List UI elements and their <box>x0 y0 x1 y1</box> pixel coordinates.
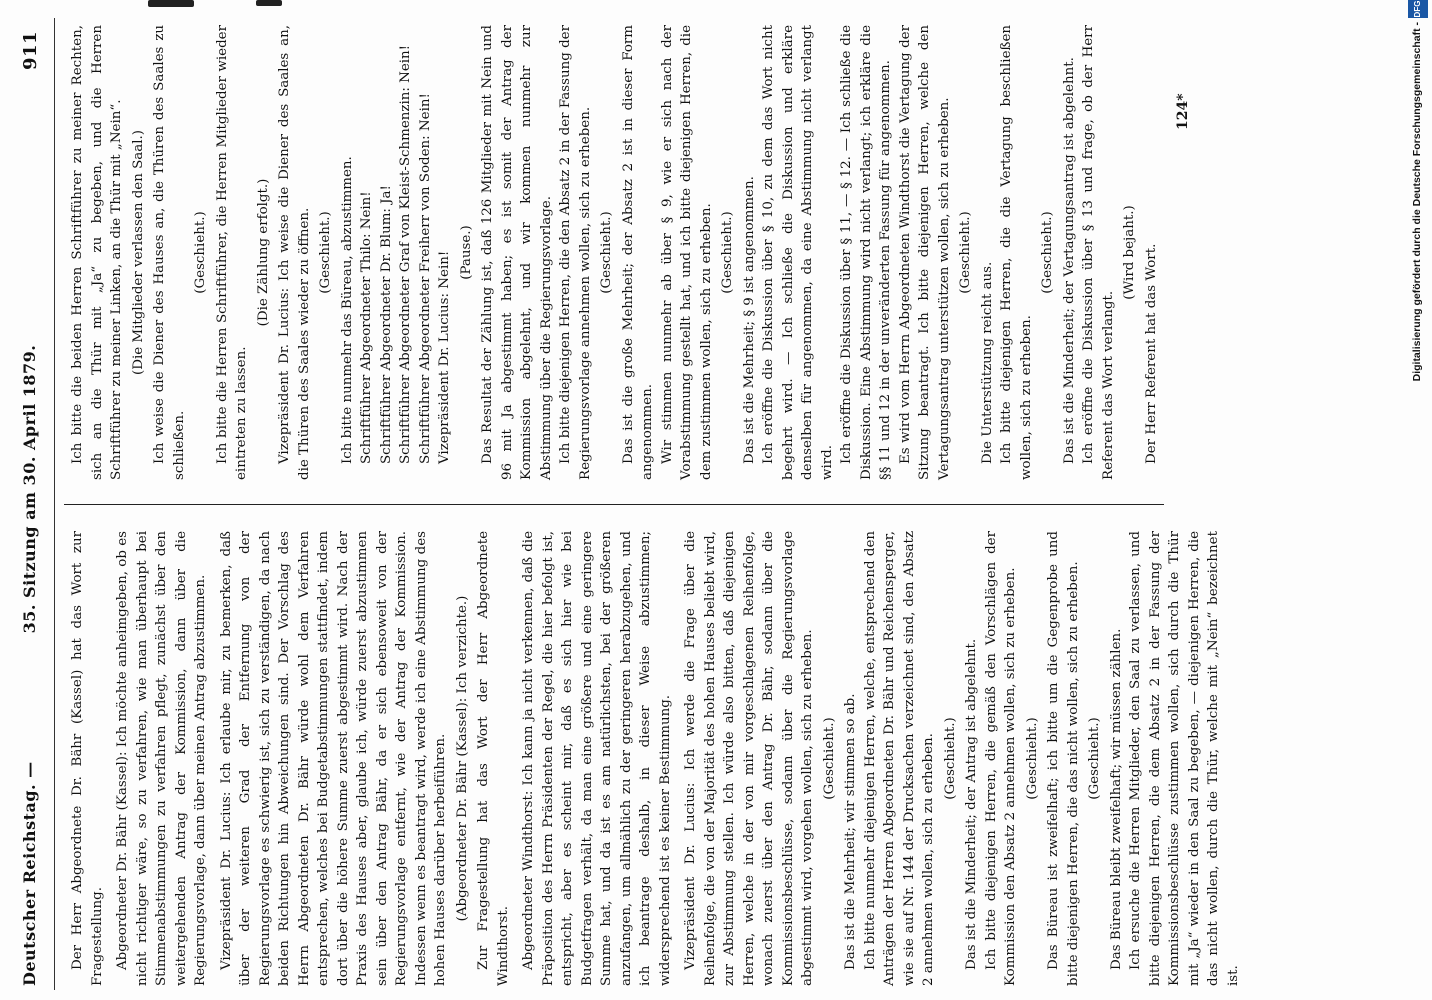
stage-direction: (Geschieht.) <box>1040 211 1055 294</box>
stage-direction: (Geschieht.) <box>193 211 208 294</box>
scan-speck <box>256 0 282 6</box>
stage-direction: (Pause.) <box>458 225 474 280</box>
paragraph: Das ist die Minderheit; der Vertagungsantrag ist abgelehnt. <box>1061 57 1077 464</box>
stage-direction: (Die Mitglieder verlassen den Saal.) <box>130 130 146 376</box>
paragraph: Ich bitte diejenigen Herren, die die Vertagung beschließen wollen, sich zu erheben. <box>999 25 1034 480</box>
paragraph: Ich eröffne die Diskussion über § 11, — § 12. — Ich schließe die Diskussion. Eine Abstimmung wird nicht verlangt; ich erkläre die §§ 11 und 12 in der unveränderten Fassung für angenommen. <box>839 25 893 480</box>
stage-direction: (Die Zählung erfolgt.) <box>255 178 271 327</box>
right-text-column <box>68 25 1161 480</box>
paragraph: Ich eröffne die Diskussion über § 13 und frage, ob der Herr Referent das Wort verlangt. <box>1081 25 1116 480</box>
left-text-column <box>68 531 1243 986</box>
paragraph: Der Herr Abgeordnete Dr. Bähr (Kassel) hat das Wort zur Fragestellung. <box>70 531 105 986</box>
paragraph: Vizepräsident Dr. Lucius: Ich erlaube mir, zu bemerken, daß über der weiteren Grad der Entfernung von der Regierungsvorlage es schwierig ist, sich zu verständigen, da nach beiden Richtungen hin Abweichungen sind. Der Vorschlag des Herrn Abgeordneten Dr. Bähr würde wohl dem Verfahren entsprechen, welches bei Budgetabstimmungen stattfindet, indem dort über die höhere Summe zuerst abgestimmt wird. Nach der Praxis des Hauses aber, glaube ich, würde zuerst abzustimmen sein über den Antrag Bähr, da er sich ebensoweit von der Regierungsvorlage entfernt, wie der Antrag der Kommission. Indessen wenn es beantragt wird, werde ich eine Abstimmung des hohen Hauses darüber herbeiführen. <box>218 531 448 986</box>
paragraph: Zur Fragestellung hat das Wort der Herr Abgeordnete Windthorst. <box>476 531 511 986</box>
paragraph: Schriftführer Abgeordneter Dr. Blum: Ja! <box>378 185 394 464</box>
scan-speck <box>148 0 194 7</box>
paragraph: Vizepräsident Dr. Lucius: Nein! <box>437 250 452 464</box>
paragraph: Ich bitte diejenigen Herren, die gemäß den Vorschlägen der Kommission den Absatz 2 annehmen wollen, sich zu erheben. <box>983 531 1018 986</box>
paragraph: Ich bitte die beiden Herren Schriftführer zu meiner Rechten, sich an die Thür mit „Ja“ zu begeben, und die Herren Schriftführer zu meiner Linken, an die Thür mit „Nein“. <box>70 25 124 480</box>
paragraph: Das Büreau ist zweifelhaft; ich bitte um die Gegenprobe und bitte diejenigen Herren, die das nicht wollen, sich zu erheben. <box>1046 531 1081 986</box>
digitization-margin <box>1405 0 1432 1000</box>
stage-direction: (Geschieht.) <box>1087 717 1102 800</box>
paragraph: Abgeordneter Windthorst: Ich kann ja nicht verkennen, daß die Präposition des Herrn Präsidenten der Regel, die hier befolgt ist, entspricht, aber es scheint mir, daß es sich hier wie bei Budgetfragen verhält, da man eine größere und eine geringere Summe hat, und da ist es am natürlichsten, bei der größeren anzufangen, um allmählich zu der geringeren herabzugehen, und ich beantrage deshalb, in dieser Weise abzustimmen; widersprechend ist es keiner Bestimmung. <box>521 531 673 986</box>
paragraph: Das ist die Mehrheit; § 9 ist angenommen. <box>741 176 757 464</box>
stage-direction: (Geschieht.) <box>958 211 973 294</box>
paragraph: Das Büreau bleibt zweifelhaft; wir müssen zählen. <box>1108 628 1124 970</box>
stage-direction: (Geschieht.) <box>821 717 837 800</box>
paragraph: Vizepräsident Dr. Lucius: Ich weise die Diener des Saales an, die Thüren des Saales wieder zu öffnen. <box>277 25 312 480</box>
paragraph: Das Resultat der Zählung ist, daß 126 Mitglieder mit Nein und 96 mit Ja abgestimmt haben; es ist somit der Antrag der Kommission abgelehnt, und wir kommen nunmehr zur Abstimmung über die Regierungsvorlage. <box>480 25 554 480</box>
stage-direction: (Geschieht.) <box>599 211 614 294</box>
paragraph: Ich bitte nunmehr diejenigen Herren, welche, entsprechend den Anträgen der Herren Abgeordneten Dr. Bähr und Reichensperger, wie sie auf Nr. 144 der Drucksachen verzeichnet sind, den Absatz 2 annehmen wollen, sich zu erheben. <box>862 531 936 986</box>
paragraph: Abgeordneter Dr. Bähr (Kassel): Ich möchte anheimgeben, ob es nicht richtiger wäre, so zu verfahren, wie man überhaupt bei Stimmenabstimmungen zu verfahren pflegt, zunächst über den weitergehenden Antrag der Kommission, dann über die Regierungsvorlage, dann über meinen Antrag abzustimmen. <box>115 531 208 986</box>
paragraph: Schriftführer Abgeordneter Graf von Kleist-Schmenzin: Nein! <box>398 44 413 464</box>
running-head-session: 35. Sitzung am 30. April 1879. <box>20 344 39 634</box>
paragraph: Das ist die Minderheit; der Antrag ist abgelehnt. <box>964 638 979 970</box>
paragraph: Es wird vom Herrn Abgeordneten Windthorst die Vertagung der Sitzung beantragt. Ich bitte diejenigen Herren, welche den Vertagungsantrag unterstützen wollen, sich zu erheben. <box>897 25 952 480</box>
paragraph: Der Herr Referent hat das Wort. <box>1143 243 1159 464</box>
digitization-note: Digitalisierung gefördert durch die Deutsche Forschungsgemeinschaft - <box>1411 22 1423 382</box>
running-head-left: Deutscher Reichstag. — <box>20 761 39 986</box>
paragraph: Ich weise die Diener des Hauses an, die Thüren des Saales zu schließen. <box>152 25 187 480</box>
paragraph: Ich bitte die Herren Schriftführer, die Herren Mitglieder wieder eintreten zu lassen. <box>214 25 249 480</box>
paragraph: Ich bitte diejenigen Herren, die den Absatz 2 in der Fassung der Regierungsvorlage annehmen wollen, sich zu erheben. <box>558 25 593 480</box>
paragraph: Das ist die Mehrheit; wir stimmen so ab. <box>843 693 858 970</box>
stage-direction: (Abgeordneter Dr. Bähr (Kassel): Ich verzichte.) <box>454 595 470 922</box>
sheet-signature: 124* <box>1175 93 1191 130</box>
page-number: 911 <box>20 30 41 70</box>
stage-direction: (Geschieht.) <box>318 211 333 294</box>
paragraph: Die Unterstützung reicht aus. <box>979 261 995 464</box>
paragraph: Schriftführer Abgeordneter Thilo: Nein! <box>359 191 374 464</box>
column-divider <box>64 504 1164 505</box>
paragraph: Ich bitte nunmehr das Büreau, abzustimmen. <box>339 156 355 464</box>
header-rule <box>54 18 55 990</box>
stage-direction: (Geschieht.) <box>720 211 735 294</box>
paragraph: Schriftführer Abgeordneter Freiherr von Soden: Nein! <box>417 93 433 464</box>
stage-direction: (Geschieht.) <box>942 717 958 800</box>
dfg-logo: DFG <box>1408 0 1428 18</box>
paragraph: Wir stimmen nunmehr ab über § 9, wie er sich nach der Vorabstimmung gestellt hat, und ich bitte diejenigen Herren, die dem zustimmen wollen, sich zu erheben. <box>659 25 714 480</box>
paragraph: Ich ersuche die Herren Mitglieder, den Saal zu verlassen, und bitte diejenigen Herren, die dem Absatz 2 in der Fassung der Kommissionsbeschlüsse zustimmen wollen, sich durch die Thür mit „Ja“ wieder in den Saal zu begeben, — diejenigen Herren, die das nicht wollen, durch die Thür, welche mit „Nein“ bezeichnet ist. <box>1128 531 1241 986</box>
stage-direction: (Wird bejaht.) <box>1122 205 1137 300</box>
stage-direction: (Geschieht.) <box>1024 717 1040 800</box>
paragraph: Ich eröffne die Diskussion über § 10, zu dem das Wort nicht begehrt wird. — Ich schließe die Diskussion und erkläre denselben für angenommen, da eine Abstimmung nicht verlangt wird. <box>761 25 835 480</box>
paragraph: Vizepräsident Dr. Lucius: Ich werde die Frage über die Reihenfolge, die von der Majorität des hohen Hauses beliebt wird, zur Abstimmung stellen. Ich würde also bitten, daß diejenigen Herren, welche in der von mir vorgeschlagenen Reihenfolge, wonach zuerst über den Antrag Dr. Bähr, sodann über die Kommissionsbeschlüsse, sodann über die Regierungsvorlage abgestimmt wird, vorgehen wollen, sich zu erheben. <box>683 531 815 986</box>
paragraph: Das ist die große Mehrheit; der Absatz 2 ist in dieser Form angenommen. <box>620 25 655 480</box>
